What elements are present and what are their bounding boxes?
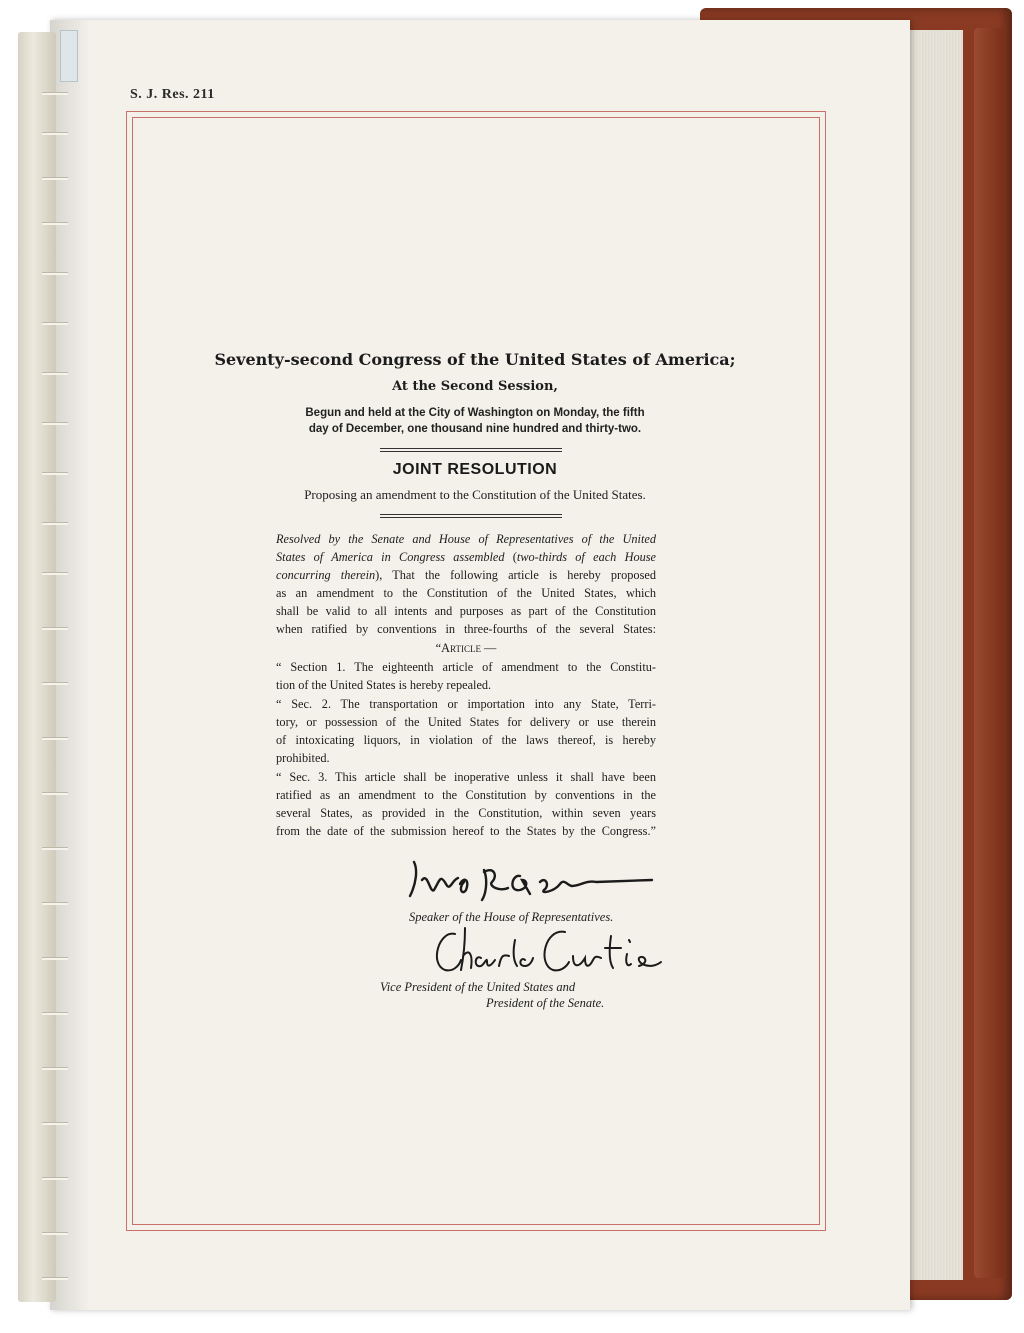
binding-stitch [42, 1177, 68, 1180]
body-line: States of America in Congress assembled (two-thirds of each House [276, 550, 657, 564]
senate-president-caption: President of the Senate. [486, 996, 605, 1010]
binding-tape [60, 30, 78, 82]
body-line: as an amendment to the Constitution of the United States, which [276, 586, 656, 600]
binding-stitch [42, 737, 68, 740]
vice-president-caption: Vice President of the United States and [380, 980, 576, 994]
article-heading: “Article — [435, 641, 497, 655]
binding-stitch [42, 957, 68, 960]
document-heading: JOINT RESOLUTION [392, 461, 558, 478]
congress-title: Seventy-second Congress of the United States of America; [214, 350, 736, 369]
binding-stitch [42, 222, 68, 225]
binding-stitch [42, 1232, 68, 1235]
binding-stitch [42, 847, 68, 850]
body-line: “ Sec. 3. This article shall be inoperative unless it shall have been [276, 770, 656, 784]
session-line: At the Second Session, [392, 379, 558, 394]
binding-stitch [42, 322, 68, 325]
convened-line: day of December, one thousand nine hundred and thirty-two. [308, 423, 642, 435]
binding-stitch [42, 177, 68, 180]
speaker-signature [400, 850, 660, 908]
body-line: Resolved by the Senate and House of Representatives of the United [276, 532, 656, 546]
body-line: ratified as an amendment to the Constitution by conventions in the [276, 788, 656, 802]
divider-rule [380, 514, 562, 518]
binding-stitch [42, 627, 68, 630]
document-subheading: Proposing an amendment to the Constitution of the United States. [304, 487, 646, 502]
vice-president-signature [425, 920, 685, 980]
body-line: tory, or possession of the United States for delivery or use therein [276, 715, 656, 729]
binding-stitch [42, 572, 68, 575]
body-line: shall be valid to all intents and purposes as part of the Constitution [276, 604, 656, 618]
divider-rule [380, 448, 562, 452]
body-line: from the date of the submission hereof to the States by the Congress.” [276, 824, 656, 838]
body-line: concurring therein), That the following article is hereby proposed [276, 568, 656, 582]
body-line: tion of the United States is hereby repealed. [276, 678, 492, 692]
binding-stitch [42, 1122, 68, 1125]
body-line: several States, as provided in the Constitution, within seven years [276, 806, 656, 820]
convened-line: Begun and held at the City of Washington on Monday, the fifth [305, 407, 645, 419]
body-line: “ Sec. 2. The transportation or importation into any State, Terri- [276, 697, 656, 711]
page-gutter-shadow [50, 20, 90, 1310]
binding-stitch [42, 1012, 68, 1015]
binding-stitch [42, 472, 68, 475]
binding-stitch [42, 1067, 68, 1070]
body-line: “ Section 1. The eighteenth article of amendment to the Constitu- [276, 660, 656, 674]
binding-spine [18, 32, 56, 1302]
binding-stitch [42, 902, 68, 905]
body-line: prohibited. [276, 751, 330, 765]
resolution-number: S. J. Res. 211 [130, 87, 215, 102]
binding-stitch [42, 522, 68, 525]
binding-stitch [42, 92, 68, 95]
binding-stitch [42, 682, 68, 685]
speaker-caption: Speaker of the House of Representatives. [409, 910, 614, 924]
binding-stitch [42, 272, 68, 275]
body-line: when ratified by conventions in three-fourths of the several States: [276, 622, 656, 636]
binding-stitch [42, 372, 68, 375]
binding-stitch [42, 1277, 68, 1280]
binding-stitch [42, 422, 68, 425]
binding-stitch [42, 792, 68, 795]
body-line: of intoxicating liquors, in violation of the laws thereof, is hereby [276, 733, 656, 747]
binding-stitch [42, 132, 68, 135]
